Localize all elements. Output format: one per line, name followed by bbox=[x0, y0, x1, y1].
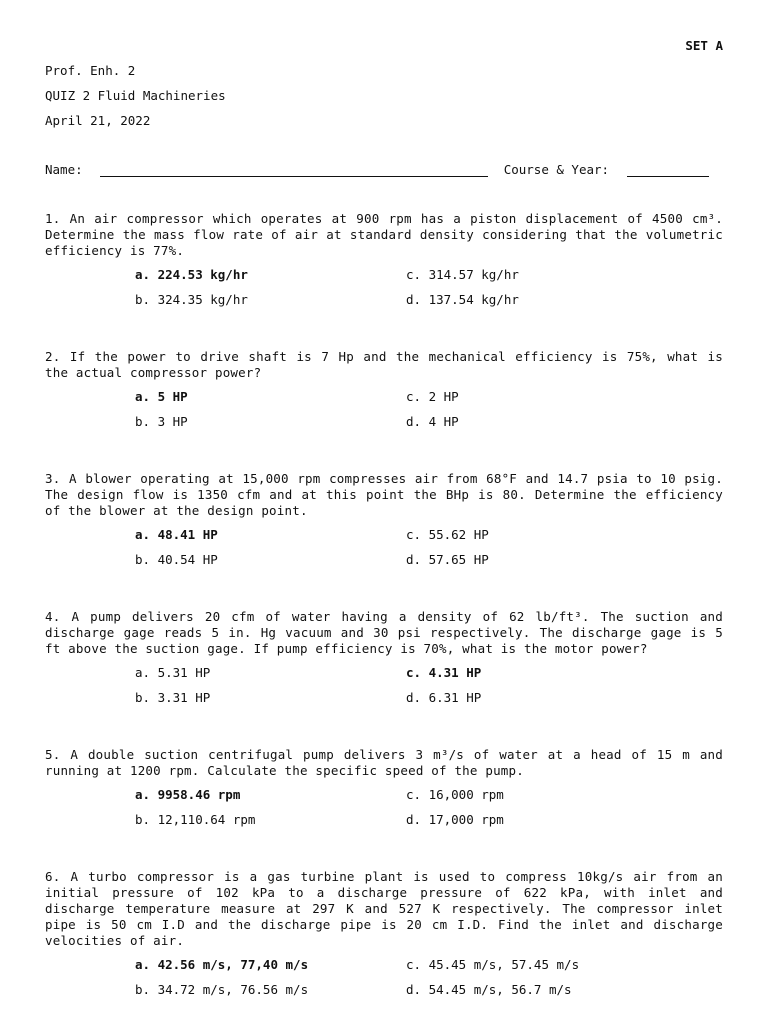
question-2 bbox=[45, 349, 723, 430]
answer-option: a. 48.41 HP bbox=[135, 527, 218, 542]
answer-option: b. 12,110.64 rpm bbox=[135, 812, 256, 827]
question-5 bbox=[45, 747, 723, 828]
answer-options bbox=[135, 527, 723, 568]
answer-options bbox=[135, 957, 723, 998]
answer-option: d. 57.65 HP bbox=[406, 552, 489, 567]
answer-options bbox=[135, 267, 723, 308]
answer-option: c. 45.45 m/s, 57.45 m/s bbox=[406, 957, 580, 972]
course-year-label: Course & Year: bbox=[503, 162, 610, 177]
set-label: SET A bbox=[685, 38, 723, 53]
answer-option: c. 314.57 kg/hr bbox=[406, 267, 519, 282]
question-6 bbox=[45, 869, 723, 998]
answer-option: d. 6.31 HP bbox=[406, 690, 482, 705]
answer-option: d. 137.54 kg/hr bbox=[406, 292, 519, 307]
answer-option: b. 3 HP bbox=[135, 414, 188, 429]
answer-option: d. 17,000 rpm bbox=[406, 812, 504, 827]
answer-option: a. 5.31 HP bbox=[135, 665, 211, 680]
course-code: Prof. Enh. 2 bbox=[45, 63, 136, 78]
answer-option: b. 324.35 kg/hr bbox=[135, 292, 248, 307]
question-text: 3. A blower operating at 15,000 rpm compresses air from 68°F and 14.7 psia to 10 psig. The design flow is 1350 cfm and at this point the BHp is 80. Determine the efficiency of the blower at the design point. bbox=[45, 471, 723, 518]
question-4 bbox=[45, 609, 723, 706]
question-text: 2. If the power to drive shaft is 7 Hp and the mechanical efficiency is 75%, what is the actual compressor power? bbox=[45, 349, 723, 380]
question-text: 4. A pump delivers 20 cfm of water having a density of 62 lb/ft³. The suction and discharge gage reads 5 in. Hg vacuum and 30 psi respectively. The discharge gage is 5 ft above the suction gage. If pump efficiency is 70%, what is the motor power? bbox=[45, 609, 723, 656]
question-3 bbox=[45, 471, 723, 568]
question-1 bbox=[45, 211, 723, 308]
student-info-line bbox=[45, 162, 715, 177]
question-text: 6. A turbo compressor is a gas turbine plant is used to compress 10kg/s air from an initial pressure of 102 kPa to a discharge pressure of 622 kPa, with inlet and discharge temperature measure at 297 K and 527 K respectively. The compressor inlet pipe is 50 cm I.D and the discharge pipe is 20 cm I.D. Find the inlet and discharge velocities of air. bbox=[45, 869, 723, 948]
answer-option: a. 9958.46 rpm bbox=[135, 787, 241, 802]
answer-option: b. 3.31 HP bbox=[135, 690, 211, 705]
answer-options bbox=[135, 389, 723, 430]
quiz-title: QUIZ 2 Fluid Machineries bbox=[45, 88, 226, 103]
answer-option: c. 2 HP bbox=[406, 389, 459, 404]
answer-option: a. 5 HP bbox=[135, 389, 188, 404]
answer-option: c. 4.31 HP bbox=[406, 665, 482, 680]
question-text: 5. A double suction centrifugal pump delivers 3 m³/s of water at a head of 15 m and running at 1200 rpm. Calculate the specific speed of the pump. bbox=[45, 747, 723, 778]
question-list bbox=[45, 211, 723, 998]
answer-options bbox=[135, 787, 723, 828]
answer-option: c. 55.62 HP bbox=[406, 527, 489, 542]
quiz-date: April 21, 2022 bbox=[45, 113, 151, 128]
answer-option: b. 34.72 m/s, 76.56 m/s bbox=[135, 982, 309, 997]
question-text: 1. An air compressor which operates at 900 rpm has a piston displacement of 4500 cm³. Determine the mass flow rate of air at standard density considering that the volumetric efficiency is 77%. bbox=[45, 211, 723, 258]
answer-option: d. 54.45 m/s, 56.7 m/s bbox=[406, 982, 572, 997]
answer-option: a. 42.56 m/s, 77,40 m/s bbox=[135, 957, 309, 972]
answer-option: a. 224.53 kg/hr bbox=[135, 267, 248, 282]
course-year-field[interactable] bbox=[627, 162, 709, 177]
answer-options bbox=[135, 665, 723, 706]
answer-option: c. 16,000 rpm bbox=[406, 787, 504, 802]
answer-option: d. 4 HP bbox=[406, 414, 459, 429]
answer-option: b. 40.54 HP bbox=[135, 552, 218, 567]
name-label: Name: bbox=[45, 162, 83, 177]
name-field[interactable] bbox=[100, 162, 488, 177]
